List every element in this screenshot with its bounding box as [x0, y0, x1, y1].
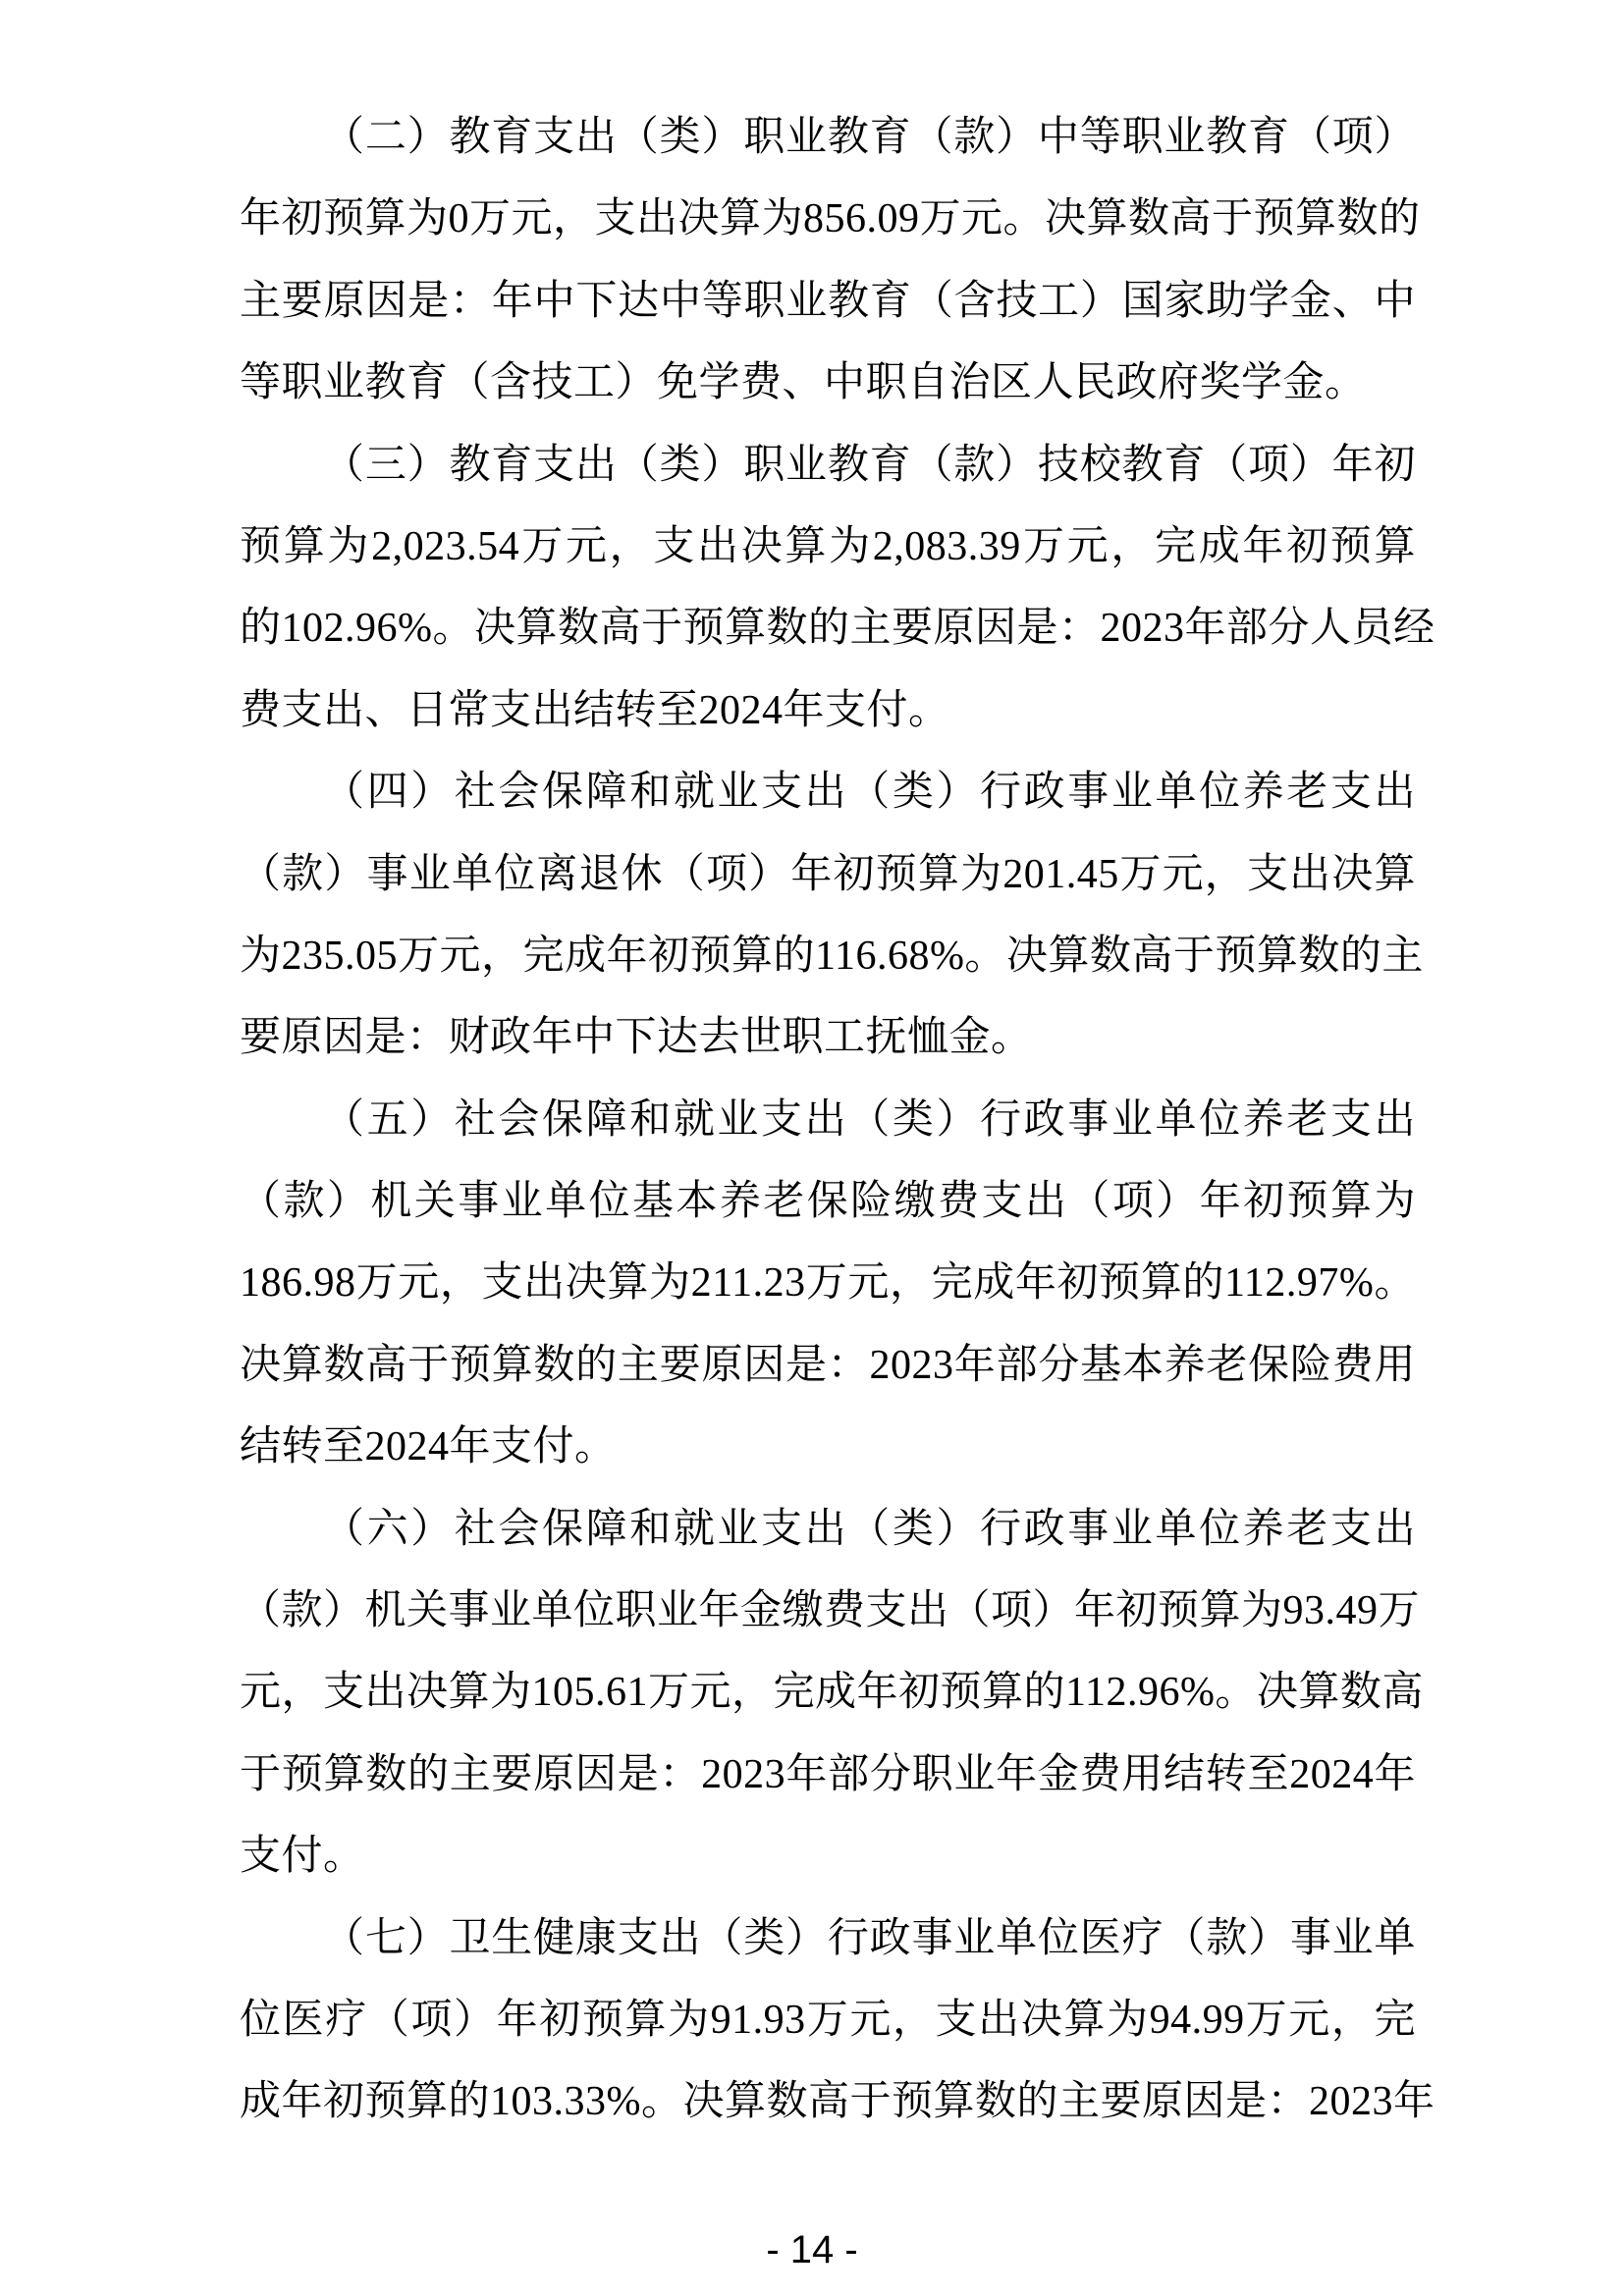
document-body [240, 97, 1435, 2144]
text-line: （款）事业单位离退休（项）年初预算为201.45万元，支出决算 [240, 851, 1416, 897]
paragraph-vii [240, 1898, 1435, 2144]
text-line: （三）教育支出（类）职业教育（款）技校教育（项）年初 [323, 442, 1416, 488]
text-line: 结转至2024年支付。 [240, 1424, 617, 1470]
text-line: （款）机关事业单位职业年金缴费支出（项）年初预算为93.49万 [240, 1588, 1421, 1634]
text-line: 决算数高于预算数的主要原因是：2023年部分基本养老保险费用 [240, 1342, 1416, 1388]
page-number: - 14 - [766, 2228, 858, 2271]
text-line: 的102.96%。决算数高于预算数的主要原因是：2023年部分人员经 [240, 606, 1435, 652]
text-line: （四）社会保障和就业支出（类）行政事业单位养老支出 [323, 770, 1416, 816]
text-line: （五）社会保障和就业支出（类）行政事业单位养老支出 [323, 1096, 1416, 1143]
text-line: （六）社会保障和就业支出（类）行政事业单位养老支出 [323, 1506, 1416, 1552]
paragraph-iv [240, 752, 1424, 1080]
text-line: 位医疗（项）年初预算为91.93万元，支出决算为94.99万元，完 [240, 1997, 1416, 2043]
text-line: 等职业教育（含技工）免学费、中职自治区人民政府奖学金。 [240, 360, 1367, 406]
paragraph-v [240, 1080, 1416, 1489]
text-line: 元，支出决算为105.61万元，完成年初预算的112.96%。决算数高 [240, 1670, 1424, 1716]
text-line: 年初预算为0万元，支出决算为856.09万元。决算数高于预算数的 [240, 196, 1421, 242]
paragraph-vi [240, 1489, 1424, 1898]
text-line: 成年初预算的103.33%。决算数高于预算数的主要原因是：2023年 [240, 2079, 1435, 2125]
text-line: 要原因是：财政年中下达去世职工抚恤金。 [240, 1015, 1033, 1061]
text-line: 支付。 [240, 1834, 365, 1880]
text-line: 186.98万元，支出决算为211.23万元，完成年初预算的112.97%。 [240, 1260, 1416, 1307]
text-line: 费支出、日常支出结转至2024年支付。 [240, 687, 950, 733]
text-line: 主要原因是：年中下达中等职业教育（含技工）国家助学金、中 [240, 278, 1416, 324]
text-line: 预算为2,023.54万元，支出决算为2,083.39万元，完成年初预算 [240, 523, 1416, 569]
text-line: （二）教育支出（类）职业教育（款）中等职业教育（项） [323, 115, 1416, 160]
text-line: （七）卫生健康支出（类）行政事业单位医疗（款）事业单 [323, 1915, 1416, 1961]
text-line: 为235.05万元，完成年初预算的116.68%。决算数高于预算数的主 [240, 933, 1424, 979]
paragraph-ii [240, 97, 1421, 425]
text-line: 于预算数的主要原因是：2023年部分职业年金费用结转至2024年 [240, 1751, 1416, 1797]
text-line: （款）机关事业单位基本养老保险缴费支出（项）年初预算为 [240, 1179, 1416, 1225]
paragraph-iii [240, 425, 1435, 753]
